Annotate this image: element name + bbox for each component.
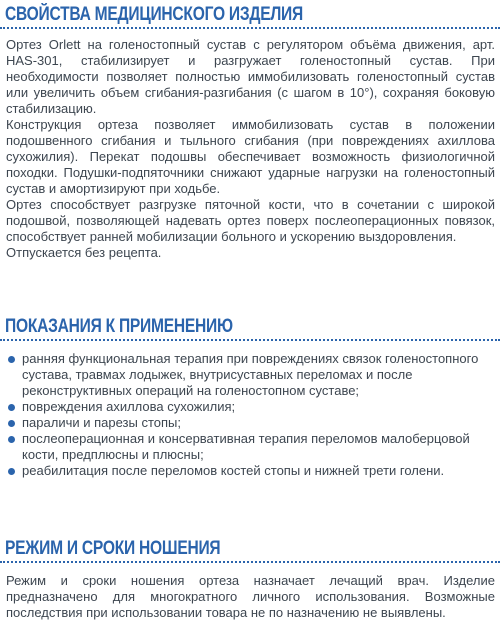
list-item-text: повреждения ахиллова сухожилия; [22, 399, 236, 414]
list-item [0, 431, 495, 463]
dotted-divider [0, 561, 500, 563]
bullet-dot-icon [8, 356, 15, 363]
list-item-text: послеоперационная и консервативная терапия переломов малоберцовой кости, предплюсны и плюсны; [22, 431, 470, 462]
list-item [0, 415, 495, 431]
list-item [0, 399, 495, 415]
bullet-dot-icon [8, 404, 15, 411]
properties-paragraph: Ортез способствует разгрузке пяточной кости, что в сочетании с широкой подошвой, позволяющей надевать ортез поверх послеоперационных повязок, способствует ранней мобилизации больного и ускорению выздоровления. [6, 197, 495, 244]
section-title: СВОЙСТВА МЕДИЦИНСКОГО ИЗДЕЛИЯ [5, 4, 303, 25]
bullet-dot-icon [8, 468, 15, 475]
properties-paragraph: Конструкция ортеза позволяет иммобилизовать сустав в положении подошвенного сгибания и тыльного сгибания (при повреждениях ахиллова сухожилия). Перекат подошвы обеспечивает возможность физиологичной походки. Подушки-подпяточники снижают ударные нагрузки на голеностопный сустав и амортизируют при ходьбе. [6, 117, 495, 196]
wearing-mode-paragraph: Режим и сроки ношения ортеза назначает лечащий врач. Изделие предназначено для многократного личного использования. Возможные последствия при использовании товара не по назначению не выявлены. [6, 573, 495, 620]
properties-paragraph: Ортез Orlett на голеностопный сустав с регулятором объёма движения, арт. HAS-301, стабилизирует и разгружает голеностопный сустав. При необходимости позволяет полностью иммобилизовать голеностопный сустав или увеличить объем сгибания-разгибания (с шагом в 10°), сохраняя боковую стабилизацию. [6, 37, 495, 116]
section-header [0, 0, 500, 30]
indications-list [0, 351, 500, 479]
section-wearing-mode [0, 534, 500, 621]
bullet-dot-icon [8, 420, 15, 427]
bullet-dot-icon [8, 436, 15, 443]
section-indications [0, 312, 500, 479]
list-item [0, 351, 495, 399]
section-header [0, 312, 500, 342]
dotted-divider [0, 339, 500, 341]
section-header [0, 534, 500, 564]
prescription-note: Отпускается без рецепта. [6, 245, 162, 260]
list-item-text: реабилитация после переломов костей стопы и нижней трети голени. [22, 463, 445, 478]
list-item-text: параличи и парезы стопы; [22, 415, 181, 430]
dotted-divider [0, 27, 500, 29]
section-properties [0, 0, 500, 261]
list-item [0, 463, 495, 479]
section-title: ПОКАЗАНИЯ К ПРИМЕНЕНИЮ [5, 316, 233, 337]
section-title: РЕЖИМ И СРОКИ НОШЕНИЯ [5, 538, 221, 559]
list-item-text: ранняя функциональная терапия при повреждениях связок голеностопного сустава, травмах лодыжек, внутрисуставных переломах и после реконструктивных операций на голеностопном суставе; [22, 351, 479, 398]
